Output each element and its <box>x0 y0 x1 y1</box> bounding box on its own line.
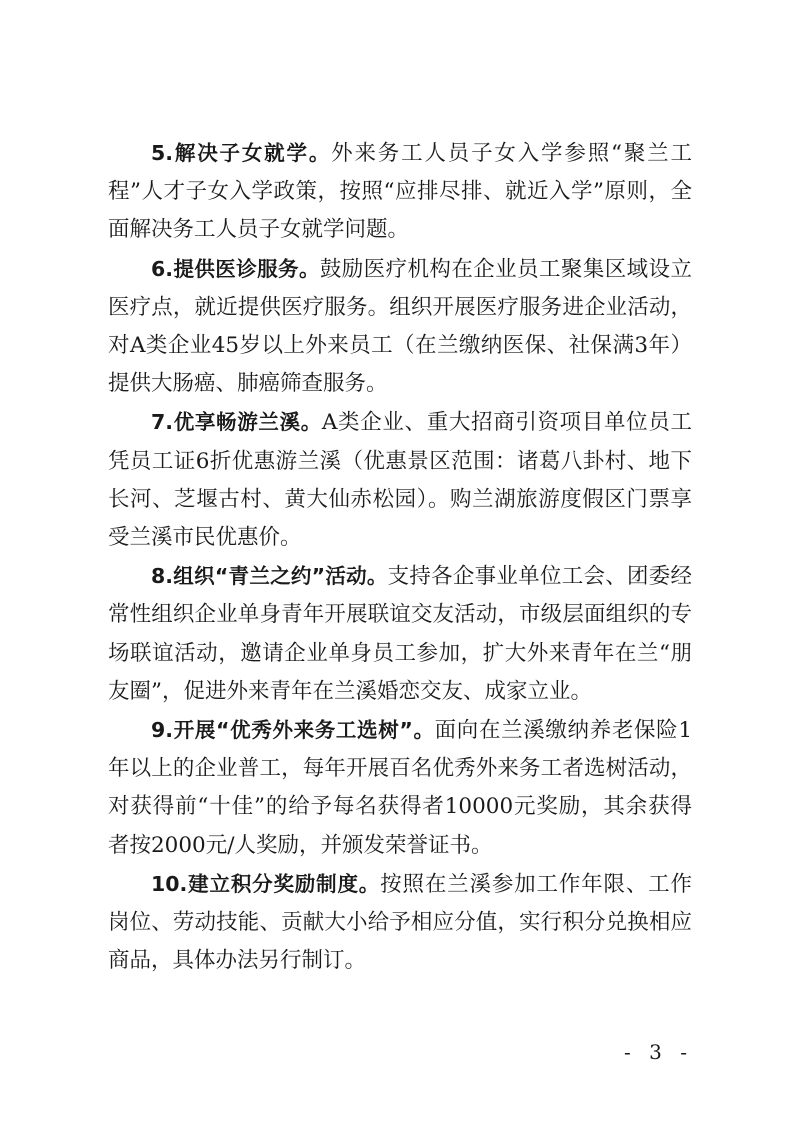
paragraph-6-heading: 6.提供医诊服务。 <box>151 256 320 281</box>
document-body <box>108 134 692 980</box>
paragraph-9-heading: 9.开展“优秀外来务工选树”。 <box>151 718 435 743</box>
paragraph-5 <box>108 134 692 250</box>
paragraph-5-body: 外来务工人员子女入学参照“聚兰工程”人才子女入学政策，按照“应排尽排、就近入学”原则，全面解决务工人员子女就学问题。 <box>108 141 692 243</box>
paragraph-7-heading: 7.优享畅游兰溪。 <box>151 410 322 435</box>
paragraph-10-body: 按照在兰溪参加工作年限、工作岗位、劳动技能、贡献大小给予相应分值，实行积分兑换相应商品，具体办法另行制订。 <box>108 871 692 974</box>
paragraph-10 <box>108 865 692 981</box>
paragraph-6-body: 鼓励医疗机构在企业员工聚集区域设立医疗点，就近提供医疗服务。组织开展医疗服务进企业活动，对A类企业45岁以上外来员工（在兰缴纳医保、社保满3年）提供大肠癌、肺癌筛查服务。 <box>108 256 692 397</box>
paragraph-6 <box>108 250 692 404</box>
paragraph-10-heading: 10.建立积分奖励制度。 <box>151 871 381 896</box>
paragraph-8-heading: 8.组织“青兰之约”活动。 <box>151 564 388 589</box>
paragraph-8-body: 支持各企事业单位工会、团委经常性组织企业单身青年开展联谊交友活动，市级层面组织的专场联谊活动，邀请企业单身员工参加，扩大外来青年在兰“朋友圈”，促进外来青年在兰溪婚恋交友、成家立业。 <box>108 564 692 704</box>
page-number: - 3 - <box>624 1040 693 1064</box>
paragraph-7-body: A类企业、重大招商引资项目单位员工凭员工证6折优惠游兰溪（优惠景区范围：诸葛八卦村、地下长河、芝堰古村、黄大仙赤松园）。购兰湖旅游度假区门票享受兰溪市民优惠价。 <box>108 410 692 551</box>
paragraph-7 <box>108 403 692 557</box>
paragraph-9 <box>108 711 692 865</box>
paragraph-8 <box>108 557 692 711</box>
paragraph-5-heading: 5.解决子女就学。 <box>151 141 332 165</box>
paragraph-9-body: 面向在兰溪缴纳养老保险1年以上的企业普工，每年开展百名优秀外来务工者选树活动，对获得前“十佳”的给予每名获得者10000元奖励，其余获得者按2000元/人奖励，并颁发荣誉证书。 <box>108 718 692 858</box>
